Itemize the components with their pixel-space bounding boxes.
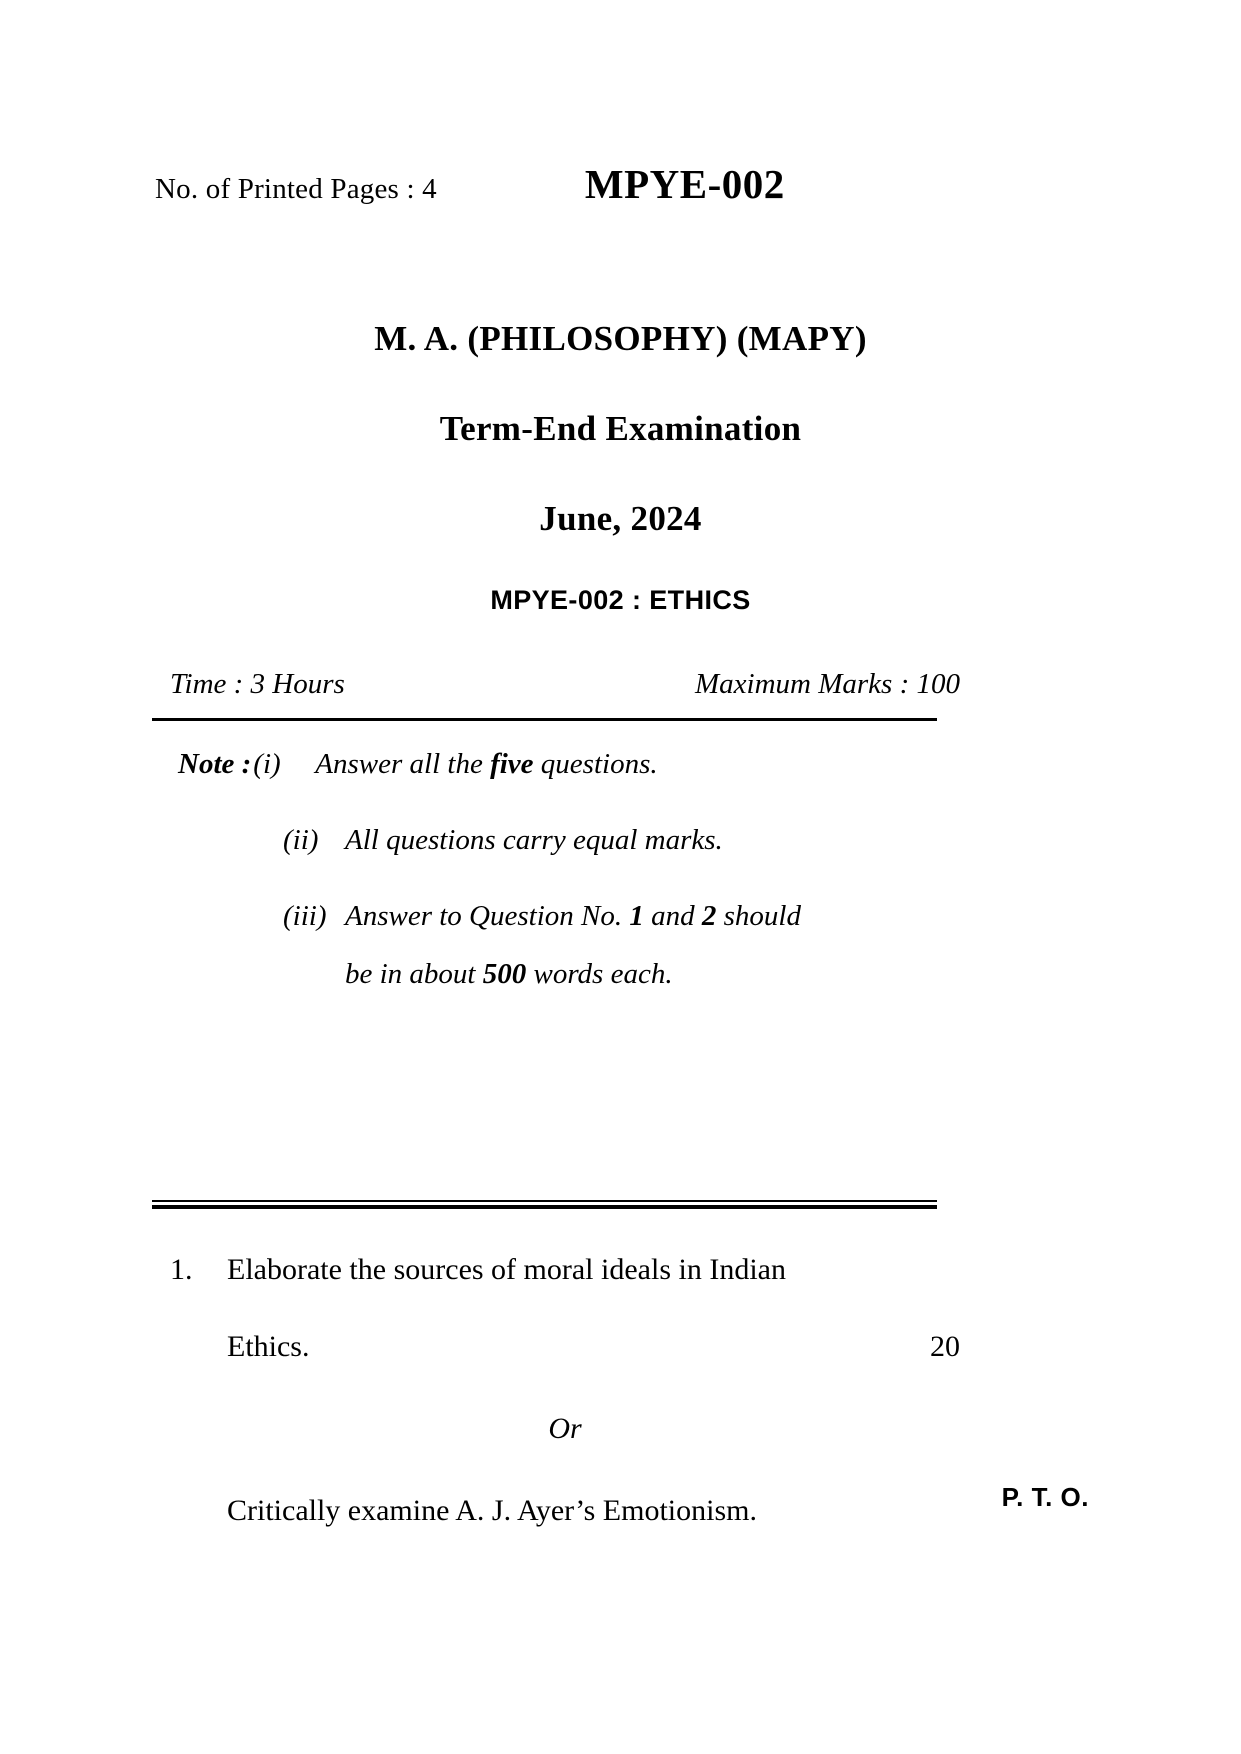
question-1-text-line1: Elaborate the sources of moral ideals in Indian bbox=[227, 1253, 786, 1286]
note-marker-ii: (ii) bbox=[283, 824, 319, 856]
exam-title: Term-End Examination bbox=[439, 409, 802, 448]
note-item-iii bbox=[178, 900, 968, 933]
question-1-text-line2: Ethics. bbox=[227, 1330, 310, 1363]
maximum-marks: Maximum Marks : 100 bbox=[695, 668, 960, 700]
note-item-iii-continuation: be in about 500 words each. bbox=[345, 958, 673, 990]
note-label: Note : bbox=[178, 748, 252, 780]
note-block bbox=[178, 748, 968, 1031]
programme-title: M. A. (PHILOSOPHY) (MAPY) bbox=[374, 319, 867, 358]
time-allowed: Time : 3 Hours bbox=[170, 668, 345, 700]
exam-session: June, 2024 bbox=[539, 499, 702, 538]
exam-meta-row bbox=[170, 668, 960, 701]
question-1-number: 1. bbox=[170, 1253, 193, 1286]
note-marker-i: (i) bbox=[253, 748, 281, 780]
question-block bbox=[170, 1253, 960, 1528]
pto-footer: P. T. O. bbox=[1001, 1482, 1089, 1512]
or-divider: Or bbox=[548, 1412, 582, 1445]
note-text-i: Answer all the five questions. bbox=[315, 748, 658, 780]
question-1-alternative: Critically examine A. J. Ayer’s Emotionism. bbox=[227, 1494, 757, 1527]
note-text-iii: Answer to Question No. 1 and 2 should bbox=[345, 900, 801, 932]
divider-rule-top bbox=[152, 718, 937, 721]
note-text-ii: All questions carry equal marks. bbox=[345, 824, 723, 856]
subject-line: MPYE-002 : ETHICS bbox=[490, 585, 751, 615]
page-header bbox=[155, 160, 1085, 208]
question-1-marks: 20 bbox=[930, 1330, 960, 1363]
course-code: MPYE-002 bbox=[584, 161, 785, 207]
question-1-row bbox=[170, 1253, 960, 1287]
title-block bbox=[0, 318, 1241, 616]
question-1-line2-row bbox=[227, 1330, 960, 1364]
printed-pages-label: No. of Printed Pages : 4 bbox=[155, 173, 437, 205]
note-item-ii bbox=[178, 824, 968, 857]
note-item-i bbox=[178, 748, 968, 781]
note-marker-iii: (iii) bbox=[283, 900, 327, 932]
divider-rule-double bbox=[152, 1200, 937, 1208]
